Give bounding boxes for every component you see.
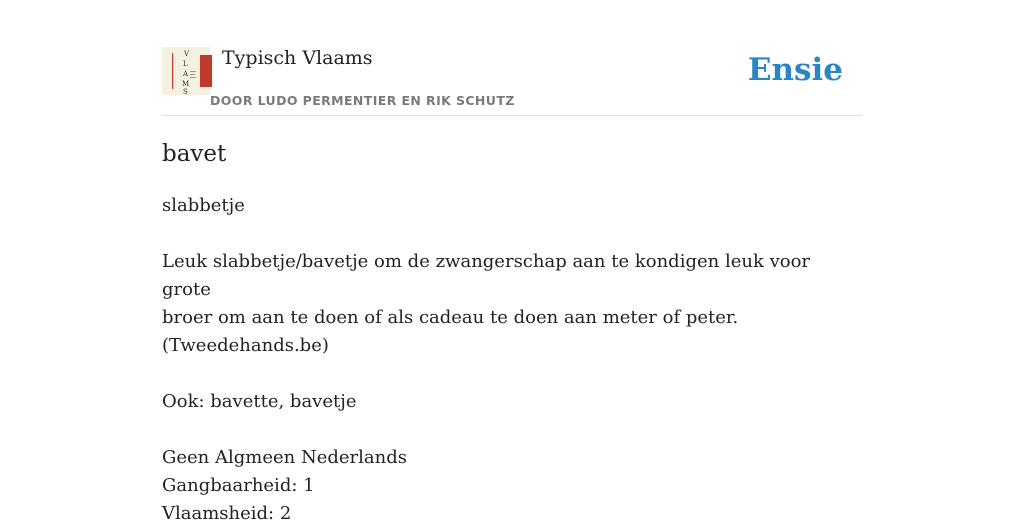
svg-text:A: A bbox=[183, 70, 189, 78]
definition: slabbetje bbox=[162, 195, 245, 216]
blank-line bbox=[162, 220, 852, 248]
book-logo-icon[interactable] bbox=[162, 47, 210, 95]
blank-line bbox=[162, 416, 852, 444]
svg-text:L: L bbox=[183, 60, 188, 68]
svg-text:S: S bbox=[183, 88, 188, 96]
frequency: Gangbaarheid: 1 bbox=[162, 475, 315, 496]
book-title[interactable]: Typisch Vlaams bbox=[222, 47, 373, 69]
flemishness: Vlaamsheid: 2 bbox=[162, 503, 292, 524]
variants: Ook: bavette, bavetje bbox=[162, 391, 357, 412]
entry-body bbox=[162, 192, 852, 528]
blank-line bbox=[162, 360, 852, 388]
example-line-1: Leuk slabbetje/bavetje om de zwangerschap aan te kondigen leuk voor grote bbox=[162, 251, 811, 300]
example-line-2: broer om aan te doen of als cadeau te doen aan meter of peter. bbox=[162, 307, 739, 328]
svg-text:M: M bbox=[182, 80, 190, 88]
header bbox=[162, 0, 862, 116]
ensie-brand-logo[interactable]: Ensie bbox=[747, 52, 843, 88]
svg-text:V: V bbox=[184, 50, 190, 58]
entry-page bbox=[162, 0, 862, 524]
example-source: (Tweedehands.be) bbox=[162, 335, 329, 356]
entry-word: bavet bbox=[162, 141, 227, 167]
status: Geen Algmeen Nederlands bbox=[162, 447, 407, 468]
byline: DOOR LUDO PERMENTIER EN RIK SCHUTZ bbox=[210, 93, 515, 108]
